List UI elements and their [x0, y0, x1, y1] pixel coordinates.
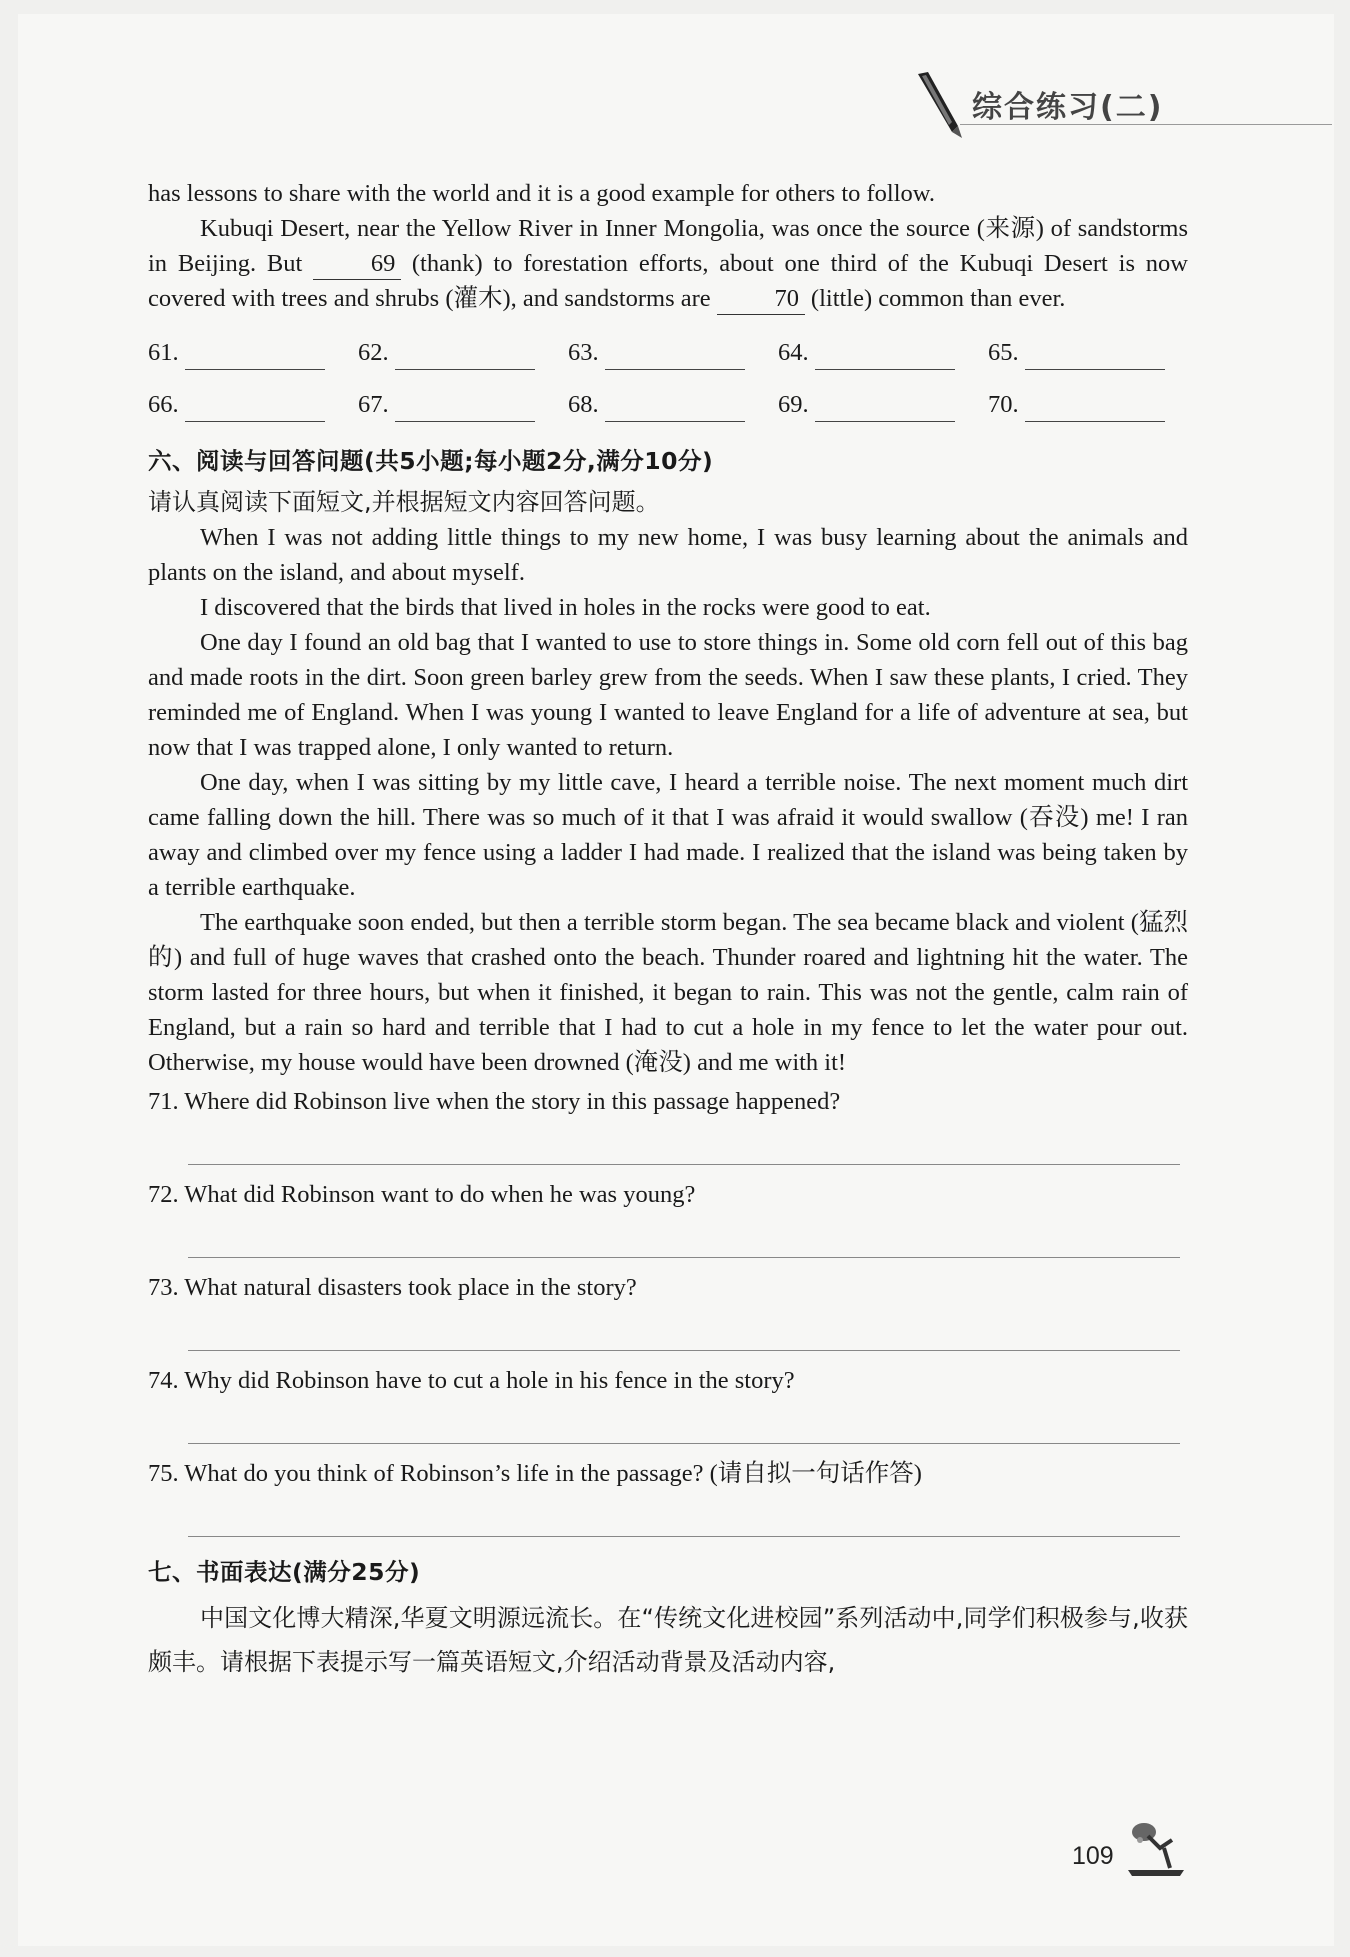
header-rule: [960, 124, 1332, 125]
answer-item[interactable]: 66.: [148, 374, 358, 426]
answer-line[interactable]: [188, 1398, 1180, 1444]
passage-line: has lessons to share with the world and it is a good example for others to follow.: [148, 180, 936, 207]
answer-item[interactable]: 67.: [358, 374, 568, 426]
answer-item[interactable]: 65.: [988, 322, 1198, 374]
answer-grid: [148, 322, 1188, 426]
page-title: 综合练习(二): [972, 90, 1164, 125]
question-72: 72. What did Robinson want to do when he was young?: [148, 1181, 696, 1208]
answer-item[interactable]: 63.: [568, 322, 778, 374]
section-heading-7: 七、书面表达(满分25分): [148, 1558, 421, 1586]
question-74: 74. Why did Robinson have to cut a hole in his fence in the story?: [148, 1367, 795, 1394]
reading-paragraph: When I was not adding little things to my new home, I was busy learning about the animals and plants on the island, and about myself.: [148, 524, 1188, 586]
blank-70[interactable]: 70: [717, 284, 805, 315]
passage-paragraph: Kubuqi Desert, near the Yellow River in Inner Mongolia, was once the source (来源) of sandstorms in Beijing. But 69 (thank) to forestation efforts, about one third of the Kubuqi Desert is now covered with trees and shrubs (灌木), and sandstorms are 70 (little) common than ever.: [148, 211, 1188, 316]
page-number: 109: [1072, 1842, 1114, 1870]
answer-item[interactable]: 61.: [148, 322, 358, 374]
answer-item[interactable]: 62.: [358, 322, 568, 374]
reading-paragraph: I discovered that the birds that lived in holes in the rocks were good to eat.: [200, 594, 931, 621]
lamp-icon: [1124, 1818, 1188, 1880]
writing-prompt: 中国文化博大精深,华夏文明源远流长。在“传统文化进校园”系列活动中,同学们积极参与,收获颇丰。请根据下表提示写一篇英语短文,介绍活动背景及活动内容,: [148, 1604, 1188, 1676]
reading-paragraph: One day I found an old bag that I wanted to use to store things in. Some old corn fell out of this bag and made roots in the dirt. Soon green barley grew from the seeds. When I saw these plants, I cried. They reminded me of England. When I was young I wanted to leave England for a life of adventure at sea, but now that I was trapped alone, I only wanted to return.: [148, 629, 1188, 761]
section-heading-6: 六、阅读与回答问题(共5小题;每小题2分,满分10分): [148, 447, 714, 475]
question-75: 75. What do you think of Robinson’s life in the passage? (请自拟一句话作答): [148, 1460, 922, 1487]
answer-item[interactable]: 70.: [988, 374, 1198, 426]
question-71: 71. Where did Robinson live when the story in this passage happened?: [148, 1088, 841, 1115]
instruction: 请认真阅读下面短文,并根据短文内容回答问题。: [148, 488, 660, 516]
answer-line[interactable]: [188, 1119, 1180, 1165]
answer-line[interactable]: [188, 1491, 1180, 1537]
reading-paragraph: The earthquake soon ended, but then a terrible storm began. The sea became black and violent (猛烈的) and full of huge waves that crashed onto the beach. Thunder roared and lightning hit the water. The storm lasted for three hours, but when it finished, it began to rain. This was not the gentle, calm rain of England, but a rain so hard and terrible that I had to cut a hole in my fence to let the water pour out. Otherwise, my house would have been drowned (淹没) and me with it!: [148, 909, 1188, 1076]
answer-line[interactable]: [188, 1212, 1180, 1258]
answer-item[interactable]: 68.: [568, 374, 778, 426]
pen-icon: [912, 70, 968, 142]
answer-item[interactable]: 69.: [778, 374, 988, 426]
answer-line[interactable]: [188, 1305, 1180, 1351]
content: [148, 176, 1188, 1684]
reading-paragraph: One day, when I was sitting by my little cave, I heard a terrible noise. The next moment much dirt came falling down the hill. There was so much of it that I was afraid it would swallow (吞没) me! I ran away and climbed over my fence using a ladder I had made. I realized that the island was being taken by a terrible earthquake.: [148, 769, 1188, 901]
blank-69[interactable]: 69: [313, 249, 401, 280]
answer-item[interactable]: 64.: [778, 322, 988, 374]
question-73: 73. What natural disasters took place in the story?: [148, 1274, 637, 1301]
